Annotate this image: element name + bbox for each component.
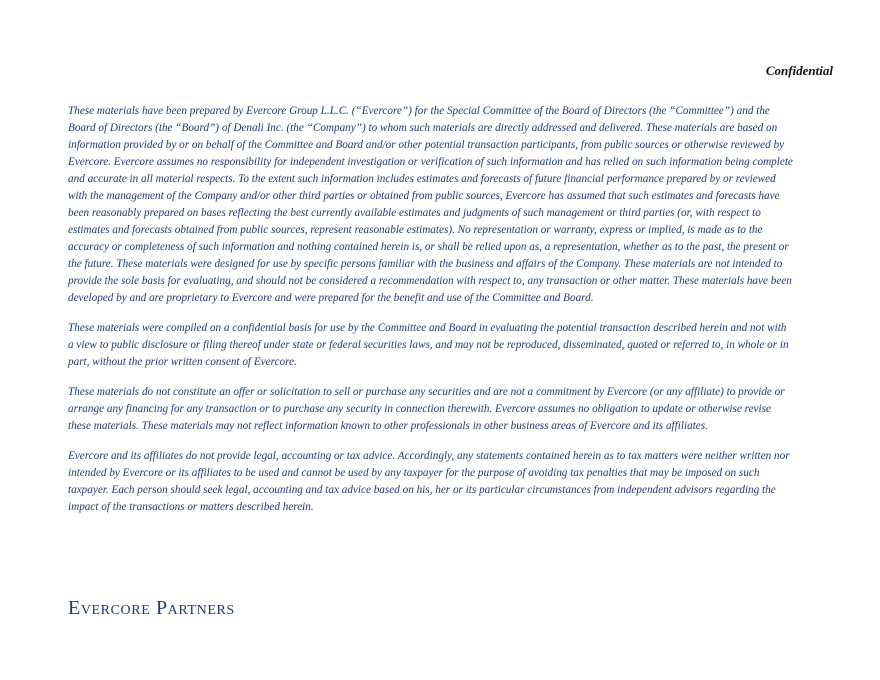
disclaimer-text [68, 103, 794, 529]
evercore-partners-logo: Evercore Partners [68, 597, 235, 619]
disclaimer-paragraph: These materials have been prepared by Evercore Group L.L.C. (“Evercore”) for the Special Committee of the Board of Directors (the “Committee”) and the Board of Directors (the “Board”) of Denali Inc. (the “Company”) to whom such materials are directly addressed and delivered. These materials are based on information provided by or on behalf of the Committee and Board and/or other potential transaction participants, from public sources or otherwise reviewed by Evercore. Evercore assumes no responsibility for independent investigation or verification of such information and has relied on such information being complete and accurate in all material respects. To the extent such information includes estimates and forecasts of future financial performance prepared by or reviewed with the management of the Company and/or other third parties or obtained from public sources, Evercore has assumed that such estimates and forecasts have been reasonably prepared on bases reflecting the best currently available estimates and judgments of such management or third parties (or, with respect to estimates and forecasts obtained from public sources, represent reasonable estimates). No representation or warranty, express or implied, is made as to the accuracy or completeness of such information and nothing contained herein is, or shall be relied upon as, a representation, whether as to the past, the present or the future. These materials were designed for use by specific persons familiar with the business and affairs of the Company. These materials are not intended to provide the sole basis for evaluating, and should not be considered a recommendation with respect to, any transaction or other matter. These materials have been developed by and are proprietary to Evercore and were prepared for the benefit and use of the Committee and Board. [68, 105, 793, 304]
disclaimer-paragraph: These materials do not constitute an offer or solicitation to sell or purchase any securities and are not a commitment by Evercore (or any affiliate) to provide or arrange any financing for any transaction or to purchase any security in connection therewith. Evercore assumes no obligation to update or otherwise revise these materials. These materials may not reflect information known to other professionals in other business areas of Evercore and its affiliates. [68, 386, 785, 432]
disclaimer-paragraph: These materials were compiled on a confidential basis for use by the Committee and Board in evaluating the potential transaction described herein and not with a view to public disclosure or filing thereof under state or federal securities laws, and may not be reproduced, disseminated, quoted or referred to, in whole or in part, without the prior written consent of Evercore. [68, 322, 789, 368]
disclaimer-paragraph: Evercore and its affiliates do not provide legal, accounting or tax advice. Accordingly, any statements contained herein as to tax matters were neither written nor intended by Evercore or its affiliates to be used and cannot be used by any taxpayer for the purpose of avoiding tax penalties that may be imposed on such taxpayer. Each person should seek legal, accounting and tax advice based on his, her or its particular circumstances from independent advisors regarding the impact of the transactions or matters described herein. [68, 450, 790, 513]
confidential-label: Confidential [765, 63, 833, 78]
